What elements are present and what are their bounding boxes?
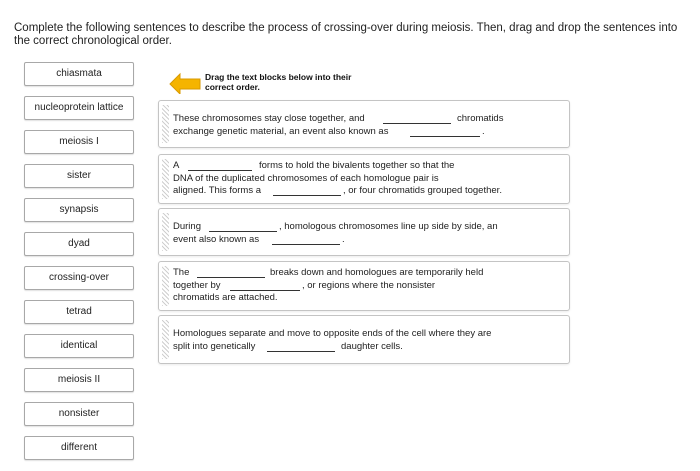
drag-handle-icon[interactable] — [162, 320, 169, 359]
drag-handle-icon[interactable] — [162, 159, 169, 199]
word-nucleoprotein-lattice[interactable]: nucleoprotein lattice — [24, 96, 134, 120]
sentence-block-1[interactable]: These chromosomes stay close together, and chromatids exchange genetic material, an event also known as . — [158, 100, 570, 148]
instructions: Complete the following sentences to describe the process of crossing-over during meiosis. Then, drag and drop the sentences into the correct chronological order. — [14, 22, 678, 47]
word-tetrad[interactable]: tetrad — [24, 300, 134, 324]
drag-handle-icon[interactable] — [162, 266, 169, 306]
word-crossing-over[interactable]: crossing-over — [24, 266, 134, 290]
word-different[interactable]: different — [24, 436, 134, 460]
sentence-block-3[interactable]: During , homologous chromosomes line up side by side, an event also known as . — [158, 208, 570, 256]
word-chiasmata[interactable]: chiasmata — [24, 62, 134, 86]
word-meiosis-ii[interactable]: meiosis II — [24, 368, 134, 392]
drag-hint-text: Drag the text blocks below into their correct order. — [205, 72, 352, 92]
sentence-block-5[interactable]: Homologues separate and move to opposite ends of the cell where they are split into genetically daughter cells. — [158, 315, 570, 364]
blank-3a[interactable] — [209, 221, 277, 232]
drag-handle-icon[interactable] — [162, 105, 169, 143]
blank-5a[interactable] — [267, 341, 335, 352]
blank-2a[interactable] — [188, 160, 252, 171]
blank-3b[interactable] — [272, 234, 340, 245]
word-meiosis-i[interactable]: meiosis I — [24, 130, 134, 154]
word-nonsister[interactable]: nonsister — [24, 402, 134, 426]
word-identical[interactable]: identical — [24, 334, 134, 358]
word-dyad[interactable]: dyad — [24, 232, 134, 256]
word-sister[interactable]: sister — [24, 164, 134, 188]
blank-4a[interactable] — [197, 267, 265, 278]
sentence-block-4[interactable]: The breaks down and homologues are temporarily held together by , or regions where the nonsister chromatids are attached. — [158, 261, 570, 311]
blank-1a[interactable] — [383, 113, 451, 124]
blank-1b[interactable] — [410, 126, 480, 137]
blank-2b[interactable] — [273, 185, 341, 196]
arrow-icon — [168, 70, 202, 94]
word-synapsis[interactable]: synapsis — [24, 198, 134, 222]
drag-handle-icon[interactable] — [162, 213, 169, 251]
blank-4b[interactable] — [230, 280, 300, 291]
sentence-block-2[interactable]: A forms to hold the bivalents together so that the DNA of the duplicated chromosomes of each homologue pair is aligned. This forms a , or four chromatids grouped together. — [158, 154, 570, 204]
